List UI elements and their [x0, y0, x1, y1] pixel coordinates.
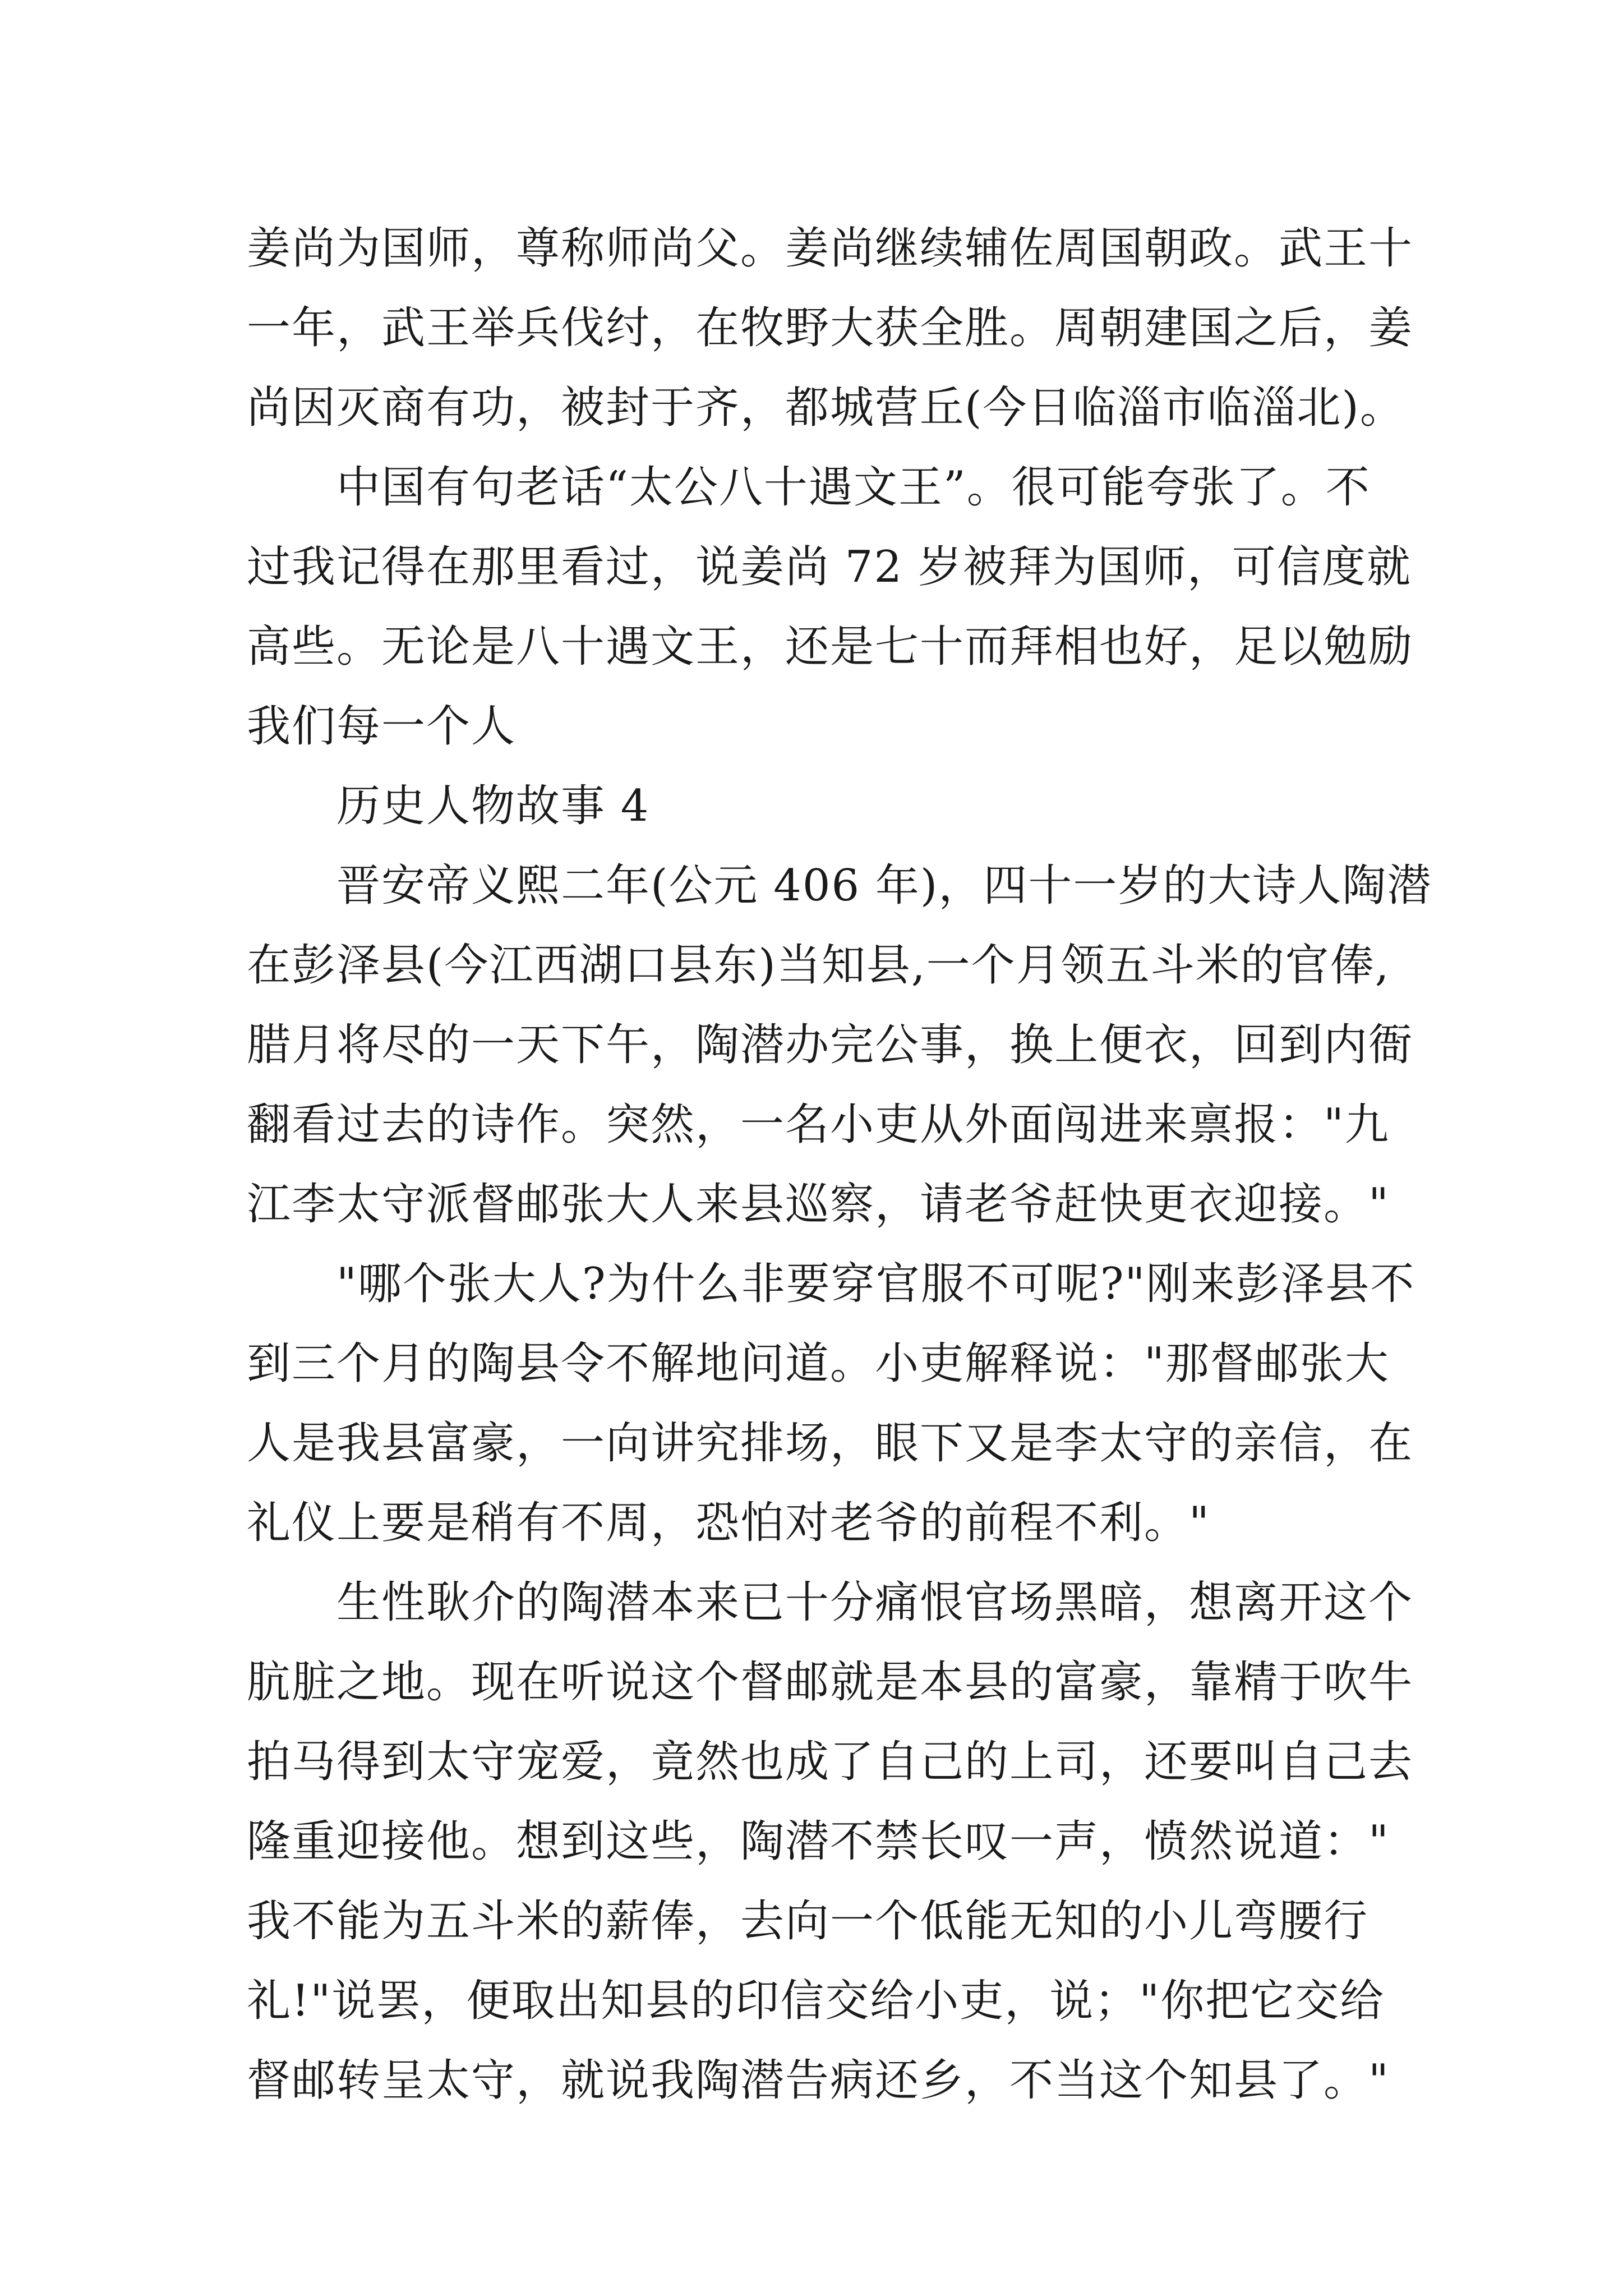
text-line: 姜尚为国师，尊称师尚父。姜尚继续辅佐周国朝政。武王十	[247, 223, 1414, 274]
text-line: 人是我县富豪，一向讲究排场，眼下又是李太守的亲信，在	[247, 1418, 1414, 1469]
text-line: 隆重迎接他。想到这些，陶潜不禁长叹一声，愤然说道："	[247, 1816, 1390, 1867]
text-line: 我不能为五斗米的薪俸，去向一个低能无知的小儿弯腰行	[247, 1896, 1369, 1947]
text-line: 到三个月的陶县令不解地问道。小吏解释说："那督邮张大	[247, 1338, 1390, 1389]
text-line: 在彭泽县(今江西湖口县东)当知县,一个月领五斗米的官俸,	[247, 940, 1390, 991]
text-line: 翻看过去的诗作。突然，一名小吏从外面闯进来禀报："九	[247, 1099, 1390, 1150]
text-line: 生性耿介的陶潜本来已十分痛恨官场黑暗，想离开这个	[336, 1577, 1414, 1628]
text-line: 中国有句老话“太公八十遇文王”。很可能夸张了。不	[336, 462, 1371, 513]
text-line: 一年，武王举兵伐纣，在牧野大获全胜。周朝建国之后，姜	[247, 303, 1414, 353]
text-line: 我们每一个人	[247, 701, 517, 752]
text-line: 礼仪上要是稍有不周，恐怕对老爷的前程不利。"	[247, 1498, 1210, 1548]
text-line: "哪个张大人?为什么非要穿官服不可呢?"刚来彭泽县不	[336, 1259, 1415, 1309]
text-line: 督邮转呈太守，就说我陶潜告病还乡，不当这个知县了。"	[247, 2055, 1390, 2106]
section-heading: 历史人物故事 4	[336, 781, 650, 831]
body-text	[247, 209, 1432, 2120]
text-line: 腊月将尽的一天下午，陶潜办完公事，换上便衣，回到内衙	[247, 1020, 1414, 1070]
text-line: 江李太守派督邮张大人来县巡察，请老爷赶快更衣迎接。"	[247, 1179, 1390, 1230]
text-line: 尚因灭商有功，被封于齐，都城营丘(今日临淄市临淄北)。	[247, 383, 1405, 433]
text-line: 高些。无论是八十遇文王，还是七十而拜相也好，足以勉励	[247, 622, 1414, 672]
text-line: 拍马得到太守宠爱，竟然也成了自己的上司，还要叫自己去	[247, 1737, 1414, 1787]
text-line: 礼!"说罢，便取出知县的印信交给小吏，说；"你把它交给	[247, 1976, 1385, 2026]
text-line: 过我记得在那里看过，说姜尚 72 岁被拜为国师，可信度就	[247, 542, 1412, 592]
text-line: 晋安帝义熙二年(公元 406 年)，四十一岁的大诗人陶潜	[336, 861, 1432, 911]
text-line: 肮脏之地。现在听说这个督邮就是本县的富豪，靠精于吹牛	[247, 1657, 1414, 1708]
